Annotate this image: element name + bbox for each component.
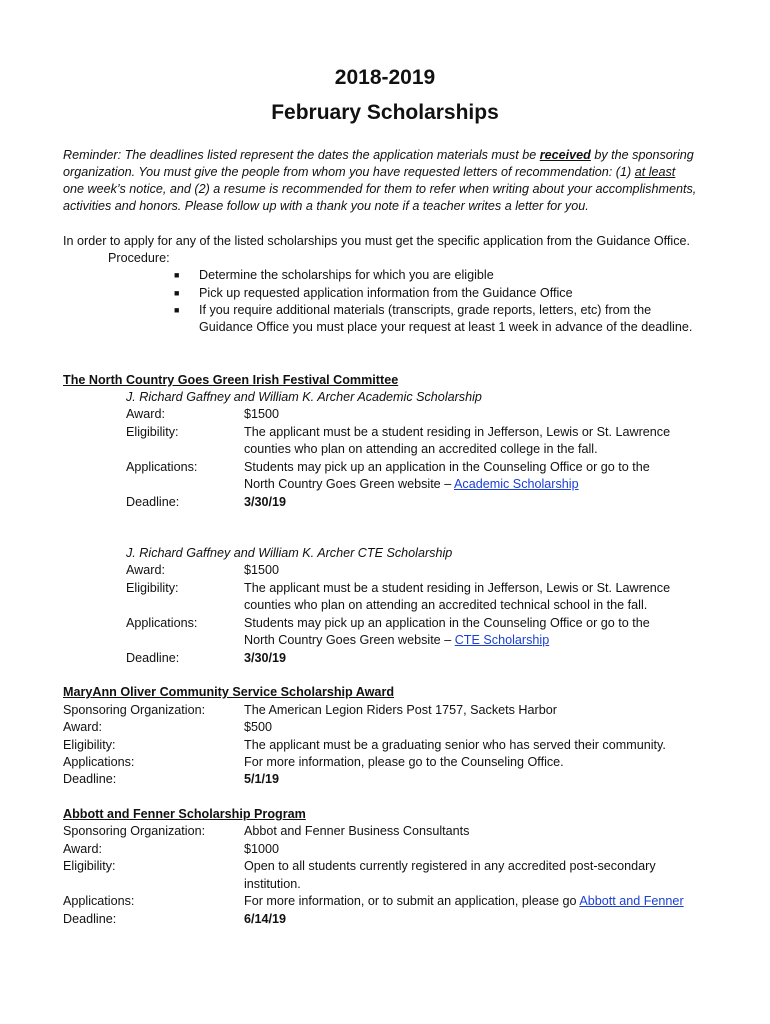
deadline-value: 5/1/19 xyxy=(244,772,280,786)
eligibility-label: Eligibility: xyxy=(63,859,116,873)
section-heading: MaryAnn Oliver Community Service Scholarship Award xyxy=(63,685,395,699)
applications-value xyxy=(244,476,579,493)
eligibility-value: The applicant must be a student residing in Jefferson, Lewis or St. Lawrence xyxy=(244,425,671,439)
procedure-item: If you require additional materials (transcripts, grade reports, letters, etc) from the xyxy=(199,303,652,317)
reminder-text: Reminder: The deadlines listed represent the dates the application materials must be xyxy=(63,148,540,162)
deadline-value: 3/30/19 xyxy=(244,495,287,509)
applications-label: Applications: xyxy=(63,894,135,908)
deadline-label: Deadline: xyxy=(126,495,180,509)
bullet-icon: ■ xyxy=(174,288,180,298)
reminder-line-2 xyxy=(63,164,675,181)
eligibility-value: institution. xyxy=(244,877,301,891)
title-year: 2018-2019 xyxy=(334,66,436,89)
section-heading: Abbott and Fenner Scholarship Program xyxy=(63,807,306,821)
eligibility-value: Open to all students currently registered in any accredited post-secondary xyxy=(244,859,656,873)
eligibility-label: Eligibility: xyxy=(63,738,116,752)
reminder-emphasis-at-least: at least xyxy=(634,165,676,179)
reminder-text: organization. You must give the people from whom you have requested letters of recommendation: (1) xyxy=(63,165,635,179)
deadline-label: Deadline: xyxy=(63,772,117,786)
applications-value xyxy=(244,632,549,649)
award-value: $1500 xyxy=(244,407,280,421)
applications-label: Applications: xyxy=(63,755,135,769)
applications-text: North Country Goes Green website – xyxy=(244,633,455,647)
sponsor-label: Sponsoring Organization: xyxy=(63,824,206,838)
award-label: Award: xyxy=(126,407,165,421)
bullet-icon: ■ xyxy=(174,305,180,315)
applications-value: Students may pick up an application in the Counseling Office or go to the xyxy=(244,616,650,630)
deadline-label: Deadline: xyxy=(63,912,117,926)
applications-value: Students may pick up an application in the Counseling Office or go to the xyxy=(244,460,650,474)
cte-scholarship-link[interactable]: CTE Scholarship xyxy=(454,633,550,647)
award-label: Award: xyxy=(126,563,165,577)
award-value: $1500 xyxy=(244,563,280,577)
intro-text: In order to apply for any of the listed scholarships you must get the specific application from the Guidance Office. xyxy=(63,234,690,248)
eligibility-value: counties who plan on attending an accredited technical school in the fall. xyxy=(244,598,648,612)
eligibility-label: Eligibility: xyxy=(126,581,179,595)
procedure-label: Procedure: xyxy=(108,251,170,265)
applications-value: For more information, please go to the Counseling Office. xyxy=(244,755,564,769)
deadline-label: Deadline: xyxy=(126,651,180,665)
reminder-line-1 xyxy=(63,147,694,164)
eligibility-value: The applicant must be a graduating senior who has served their community. xyxy=(244,738,666,752)
deadline-value: 3/30/19 xyxy=(244,651,287,665)
academic-scholarship-link[interactable]: Academic Scholarship xyxy=(454,477,579,491)
procedure-item-continued: Guidance Office you must place your request at least 1 week in advance of the deadline. xyxy=(199,320,693,334)
applications-label: Applications: xyxy=(126,460,198,474)
scholarship-name: J. Richard Gaffney and William K. Archer CTE Scholarship xyxy=(126,546,453,560)
award-value: $500 xyxy=(244,720,273,734)
reminder-line-4: activities and honors. Please follow up with a thank you note if a teacher writes a letter for you. xyxy=(63,199,589,213)
abbott-and-fenner-link[interactable]: Abbott and Fenner xyxy=(579,894,684,908)
award-label: Award: xyxy=(63,842,102,856)
applications-text: For more information, or to submit an application, please go xyxy=(244,894,580,908)
award-value: $1000 xyxy=(244,842,280,856)
bullet-icon: ■ xyxy=(174,270,180,280)
scholarship-name: J. Richard Gaffney and William K. Archer Academic Scholarship xyxy=(126,390,482,404)
reminder-line-3: one week’s notice, and (2) a resume is recommended for them to refer when writing about your accomplishments, xyxy=(63,182,697,196)
sponsor-label: Sponsoring Organization: xyxy=(63,703,206,717)
reminder-text: by the sponsoring xyxy=(590,148,694,162)
applications-label: Applications: xyxy=(126,616,198,630)
procedure-item: Determine the scholarships for which you are eligible xyxy=(199,268,494,282)
applications-text: North Country Goes Green website – xyxy=(244,477,454,491)
procedure-item: Pick up requested application information from the Guidance Office xyxy=(199,286,573,300)
deadline-value: 6/14/19 xyxy=(244,912,287,926)
sponsor-value: Abbot and Fenner Business Consultants xyxy=(244,824,470,838)
eligibility-value: The applicant must be a student residing in Jefferson, Lewis or St. Lawrence xyxy=(244,581,671,595)
eligibility-label: Eligibility: xyxy=(126,425,179,439)
applications-value xyxy=(244,893,684,910)
reminder-emphasis-received: received xyxy=(539,148,591,162)
award-label: Award: xyxy=(63,720,102,734)
eligibility-value: counties who plan on attending an accredited college in the fall. xyxy=(244,442,598,456)
page-title: February Scholarships xyxy=(271,101,499,124)
sponsor-value: The American Legion Riders Post 1757, Sackets Harbor xyxy=(244,703,557,717)
section-heading: The North Country Goes Green Irish Festival Committee xyxy=(63,373,399,387)
